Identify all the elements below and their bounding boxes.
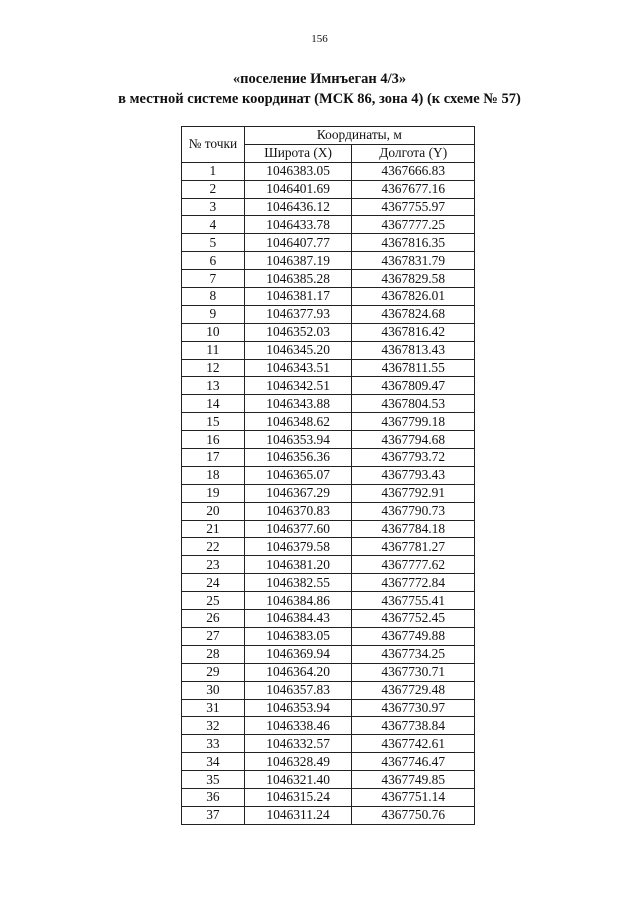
- table-row: [182, 413, 475, 431]
- longitude-y-cell: 4367793.72: [352, 449, 475, 467]
- longitude-y-cell: 4367730.97: [352, 699, 475, 717]
- latitude-x-cell: 1046385.28: [244, 270, 352, 288]
- table-row: [182, 788, 475, 806]
- longitude-y-cell: 4367784.18: [352, 520, 475, 538]
- latitude-x-cell: 1046357.83: [244, 681, 352, 699]
- longitude-y-cell: 4367746.47: [352, 753, 475, 771]
- latitude-x-cell: 1046383.05: [244, 162, 352, 180]
- point-number-cell: 37: [182, 806, 245, 824]
- table-row: [182, 377, 475, 395]
- longitude-y-cell: 4367772.84: [352, 574, 475, 592]
- longitude-y-cell: 4367799.18: [352, 413, 475, 431]
- table-row: [182, 359, 475, 377]
- point-number-cell: 17: [182, 449, 245, 467]
- point-number-cell: 36: [182, 788, 245, 806]
- longitude-y-cell: 4367755.41: [352, 592, 475, 610]
- point-number-cell: 12: [182, 359, 245, 377]
- longitude-y-cell: 4367829.58: [352, 270, 475, 288]
- table-row: [182, 592, 475, 610]
- table-row: [182, 717, 475, 735]
- longitude-y-cell: 4367749.88: [352, 627, 475, 645]
- longitude-y-cell: 4367742.61: [352, 735, 475, 753]
- longitude-y-cell: 4367781.27: [352, 538, 475, 556]
- latitude-x-cell: 1046387.19: [244, 252, 352, 270]
- point-number-cell: 13: [182, 377, 245, 395]
- table-row: [182, 753, 475, 771]
- latitude-x-cell: 1046369.94: [244, 645, 352, 663]
- point-number-cell: 26: [182, 610, 245, 628]
- point-number-cell: 4: [182, 216, 245, 234]
- point-number-cell: 10: [182, 323, 245, 341]
- latitude-x-cell: 1046407.77: [244, 234, 352, 252]
- latitude-x-cell: 1046433.78: [244, 216, 352, 234]
- table-row: [182, 466, 475, 484]
- point-number-cell: 30: [182, 681, 245, 699]
- header-coordinates: Координаты, м: [244, 127, 474, 145]
- latitude-x-cell: 1046367.29: [244, 484, 352, 502]
- point-number-cell: 11: [182, 341, 245, 359]
- point-number-cell: 29: [182, 663, 245, 681]
- latitude-x-cell: 1046381.20: [244, 556, 352, 574]
- longitude-y-cell: 4367792.91: [352, 484, 475, 502]
- longitude-y-cell: 4367777.25: [352, 216, 475, 234]
- point-number-cell: 27: [182, 627, 245, 645]
- latitude-x-cell: 1046377.60: [244, 520, 352, 538]
- latitude-x-cell: 1046338.46: [244, 717, 352, 735]
- table-row: [182, 484, 475, 502]
- point-number-cell: 21: [182, 520, 245, 538]
- latitude-x-cell: 1046321.40: [244, 771, 352, 789]
- latitude-x-cell: 1046381.17: [244, 288, 352, 306]
- table-row: [182, 216, 475, 234]
- point-number-cell: 23: [182, 556, 245, 574]
- longitude-y-cell: 4367749.85: [352, 771, 475, 789]
- point-number-cell: 15: [182, 413, 245, 431]
- point-number-cell: 20: [182, 502, 245, 520]
- longitude-y-cell: 4367794.68: [352, 431, 475, 449]
- point-number-cell: 31: [182, 699, 245, 717]
- latitude-x-cell: 1046328.49: [244, 753, 352, 771]
- table-row: [182, 449, 475, 467]
- table-row: [182, 162, 475, 180]
- point-number-cell: 34: [182, 753, 245, 771]
- table-row: [182, 502, 475, 520]
- point-number-cell: 8: [182, 288, 245, 306]
- table-row: [182, 198, 475, 216]
- page-number: 156: [311, 33, 328, 45]
- table-row: [182, 610, 475, 628]
- longitude-y-cell: 4367729.48: [352, 681, 475, 699]
- header-longitude-y: Долгота (Y): [352, 144, 475, 162]
- table-row: [182, 806, 475, 824]
- latitude-x-cell: 1046383.05: [244, 627, 352, 645]
- table-row: [182, 323, 475, 341]
- latitude-x-cell: 1046343.88: [244, 395, 352, 413]
- table-row: [182, 663, 475, 681]
- table-row: [182, 252, 475, 270]
- point-number-cell: 33: [182, 735, 245, 753]
- longitude-y-cell: 4367826.01: [352, 288, 475, 306]
- latitude-x-cell: 1046343.51: [244, 359, 352, 377]
- longitude-y-cell: 4367730.71: [352, 663, 475, 681]
- point-number-cell: 2: [182, 180, 245, 198]
- latitude-x-cell: 1046348.62: [244, 413, 352, 431]
- longitude-y-cell: 4367816.35: [352, 234, 475, 252]
- longitude-y-cell: 4367777.62: [352, 556, 475, 574]
- latitude-x-cell: 1046311.24: [244, 806, 352, 824]
- point-number-cell: 5: [182, 234, 245, 252]
- point-number-cell: 9: [182, 305, 245, 323]
- point-number-cell: 24: [182, 574, 245, 592]
- latitude-x-cell: 1046384.86: [244, 592, 352, 610]
- longitude-y-cell: 4367824.68: [352, 305, 475, 323]
- document-title: «поселение Имнъеган 4/3»: [232, 71, 407, 87]
- point-number-cell: 3: [182, 198, 245, 216]
- latitude-x-cell: 1046353.94: [244, 699, 352, 717]
- table-row: [182, 520, 475, 538]
- point-number-cell: 35: [182, 771, 245, 789]
- table-row: [182, 735, 475, 753]
- table-row: [182, 538, 475, 556]
- table-row: [182, 270, 475, 288]
- longitude-y-cell: 4367751.14: [352, 788, 475, 806]
- latitude-x-cell: 1046377.93: [244, 305, 352, 323]
- latitude-x-cell: 1046345.20: [244, 341, 352, 359]
- latitude-x-cell: 1046401.69: [244, 180, 352, 198]
- longitude-y-cell: 4367793.43: [352, 466, 475, 484]
- longitude-y-cell: 4367811.55: [352, 359, 475, 377]
- point-number-cell: 16: [182, 431, 245, 449]
- longitude-y-cell: 4367738.84: [352, 717, 475, 735]
- point-number-cell: 14: [182, 395, 245, 413]
- longitude-y-cell: 4367816.42: [352, 323, 475, 341]
- longitude-y-cell: 4367752.45: [352, 610, 475, 628]
- longitude-y-cell: 4367666.83: [352, 162, 475, 180]
- coordinates-table: [181, 126, 475, 825]
- longitude-y-cell: 4367809.47: [352, 377, 475, 395]
- latitude-x-cell: 1046384.43: [244, 610, 352, 628]
- header-latitude-x: Широта (X): [244, 144, 352, 162]
- latitude-x-cell: 1046332.57: [244, 735, 352, 753]
- point-number-cell: 1: [182, 162, 245, 180]
- coordinates-table-body: [182, 162, 475, 824]
- table-row: [182, 431, 475, 449]
- table-row: [182, 395, 475, 413]
- latitude-x-cell: 1046356.36: [244, 449, 352, 467]
- table-row: [182, 234, 475, 252]
- latitude-x-cell: 1046382.55: [244, 574, 352, 592]
- table-row: [182, 574, 475, 592]
- table-header-row: [182, 127, 475, 145]
- longitude-y-cell: 4367831.79: [352, 252, 475, 270]
- table-row: [182, 645, 475, 663]
- latitude-x-cell: 1046370.83: [244, 502, 352, 520]
- header-point-number: № точки: [182, 127, 245, 163]
- latitude-x-cell: 1046379.58: [244, 538, 352, 556]
- table-row: [182, 771, 475, 789]
- longitude-y-cell: 4367755.97: [352, 198, 475, 216]
- point-number-cell: 25: [182, 592, 245, 610]
- latitude-x-cell: 1046342.51: [244, 377, 352, 395]
- longitude-y-cell: 4367734.25: [352, 645, 475, 663]
- table-row: [182, 556, 475, 574]
- longitude-y-cell: 4367790.73: [352, 502, 475, 520]
- latitude-x-cell: 1046353.94: [244, 431, 352, 449]
- table-row: [182, 305, 475, 323]
- table-row: [182, 681, 475, 699]
- point-number-cell: 32: [182, 717, 245, 735]
- table-row: [182, 288, 475, 306]
- point-number-cell: 7: [182, 270, 245, 288]
- longitude-y-cell: 4367804.53: [352, 395, 475, 413]
- longitude-y-cell: 4367813.43: [352, 341, 475, 359]
- latitude-x-cell: 1046315.24: [244, 788, 352, 806]
- point-number-cell: 18: [182, 466, 245, 484]
- point-number-cell: 6: [182, 252, 245, 270]
- longitude-y-cell: 4367750.76: [352, 806, 475, 824]
- table-row: [182, 627, 475, 645]
- table-row: [182, 180, 475, 198]
- latitude-x-cell: 1046352.03: [244, 323, 352, 341]
- longitude-y-cell: 4367677.16: [352, 180, 475, 198]
- latitude-x-cell: 1046364.20: [244, 663, 352, 681]
- table-row: [182, 699, 475, 717]
- latitude-x-cell: 1046436.12: [244, 198, 352, 216]
- point-number-cell: 19: [182, 484, 245, 502]
- latitude-x-cell: 1046365.07: [244, 466, 352, 484]
- point-number-cell: 22: [182, 538, 245, 556]
- table-row: [182, 341, 475, 359]
- point-number-cell: 28: [182, 645, 245, 663]
- document-subtitle: в местной системе координат (МСК 86, зона 4) (к схеме № 57): [118, 91, 521, 107]
